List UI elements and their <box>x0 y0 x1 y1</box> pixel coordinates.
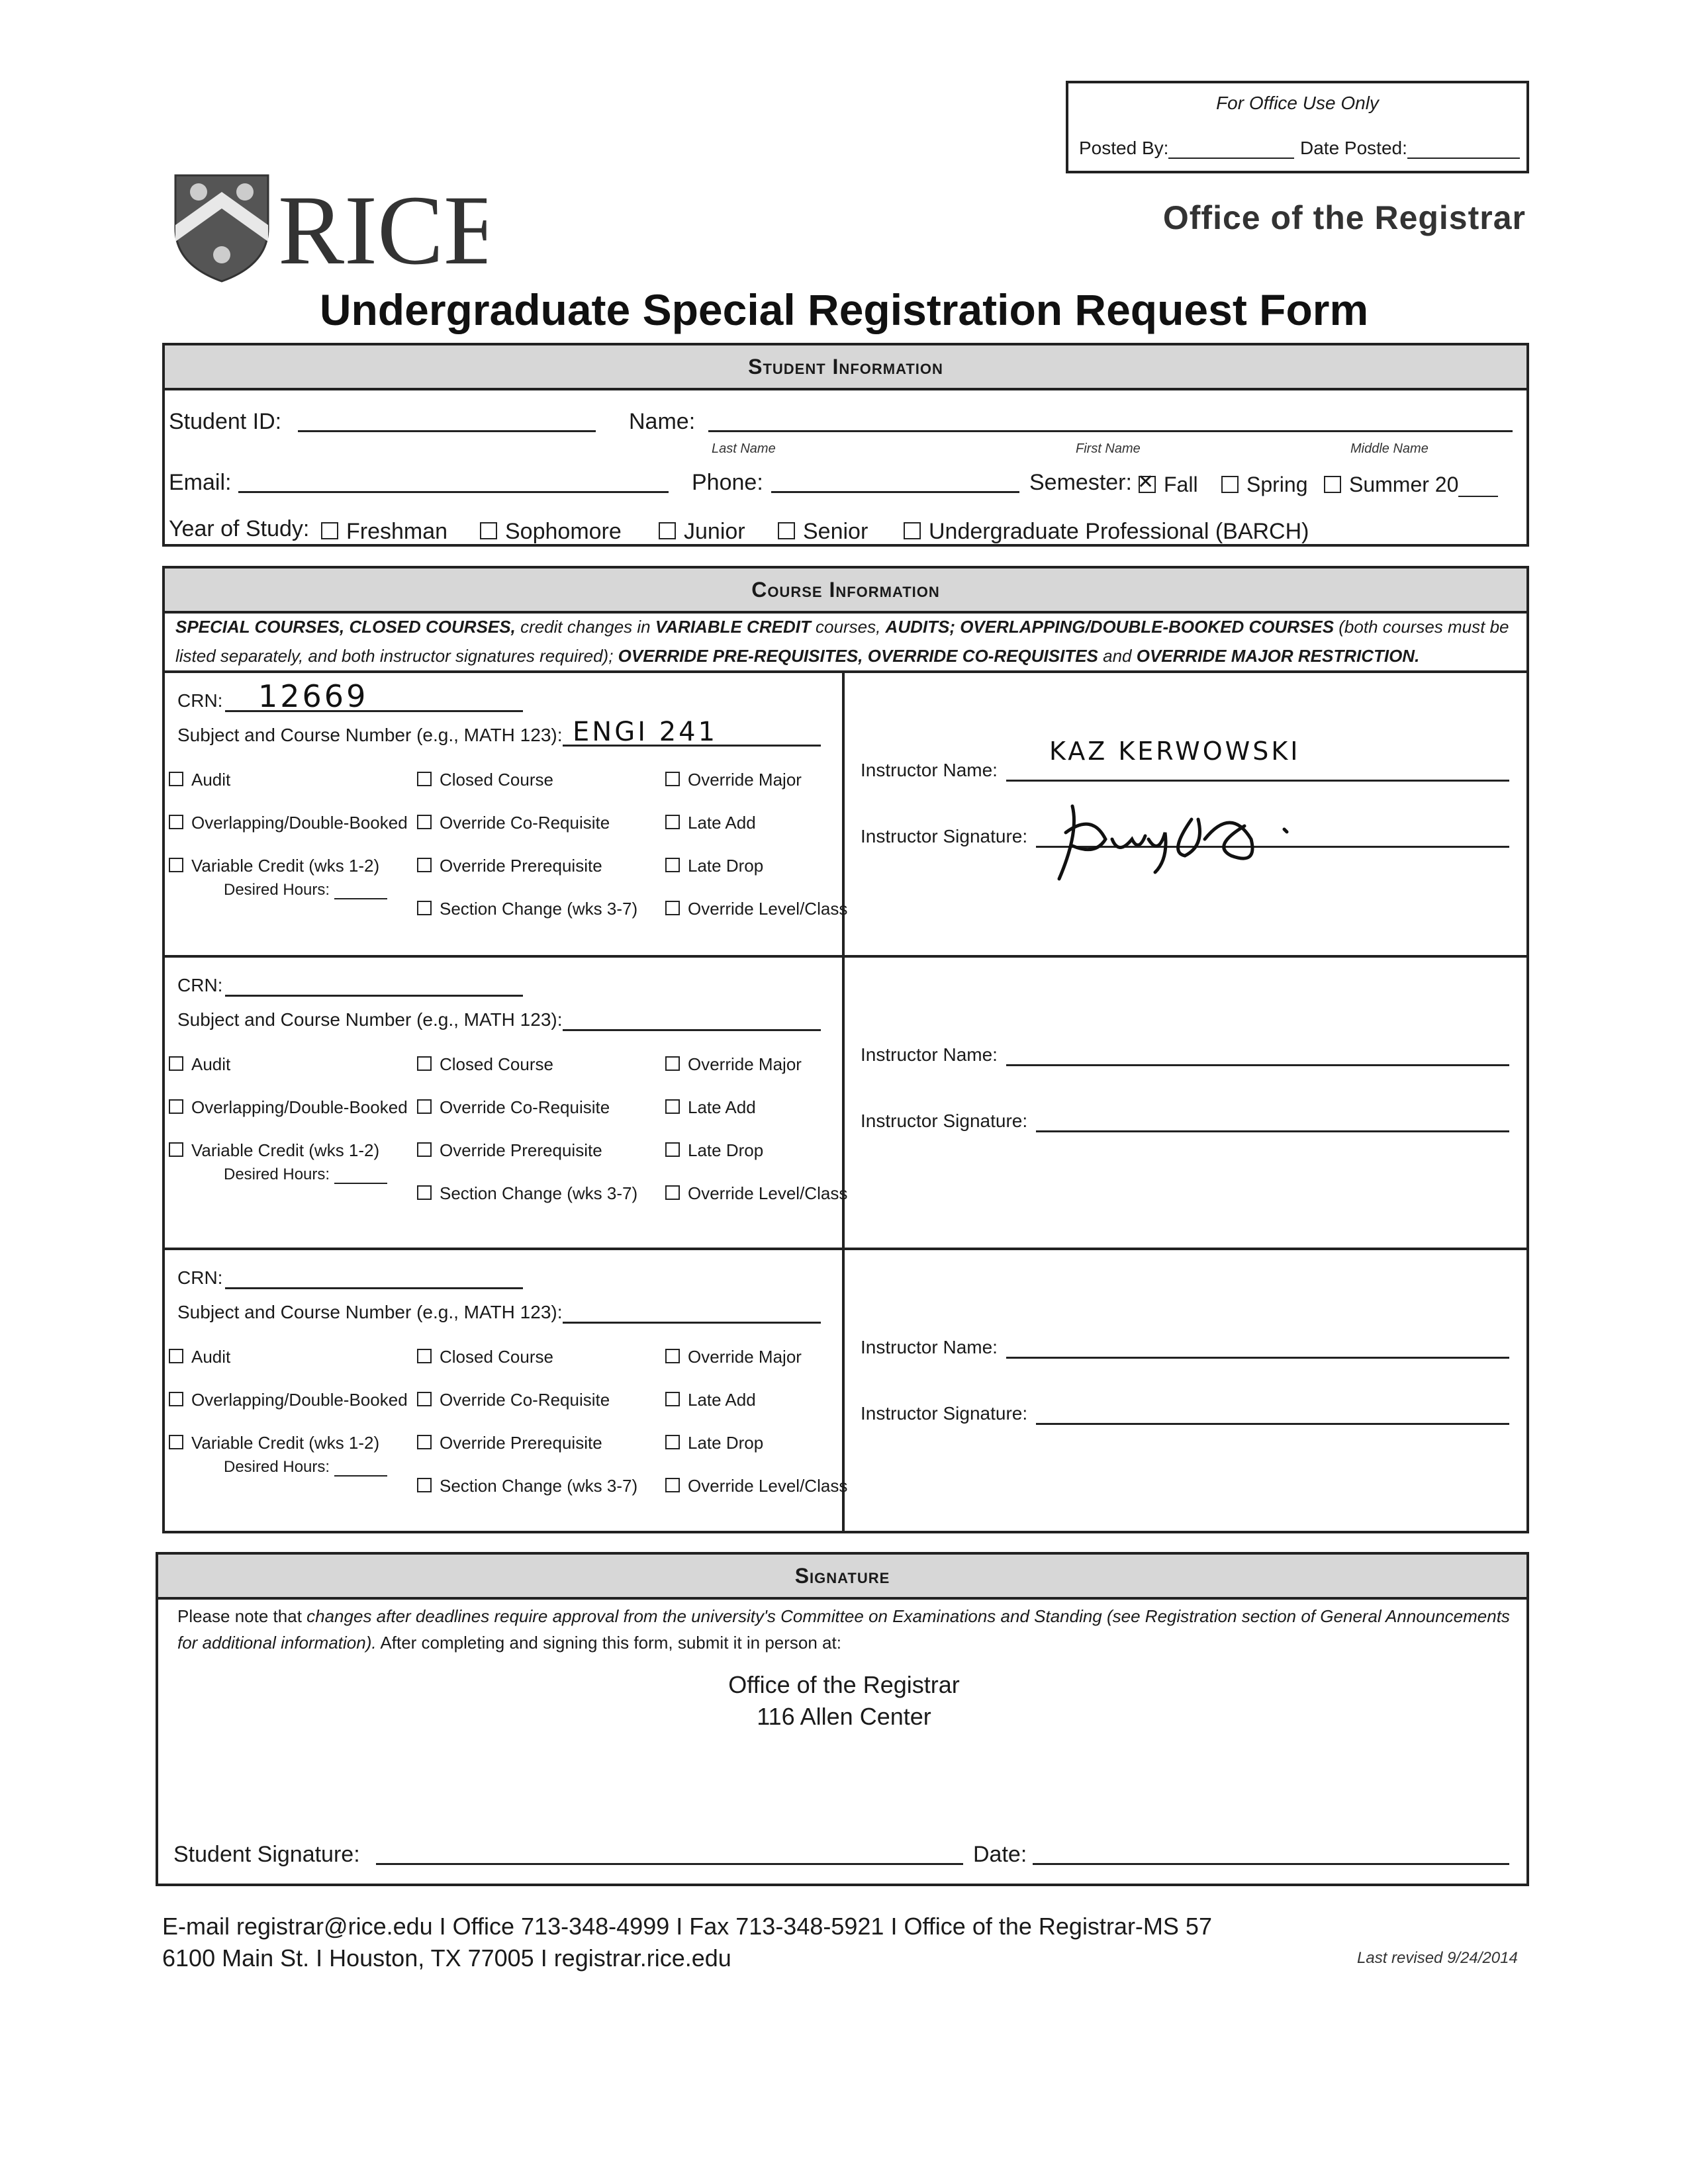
instructor-signature-input[interactable] <box>1036 1423 1509 1425</box>
course-info-heading: Course Information <box>165 569 1526 614</box>
instructor-signature-input[interactable] <box>1036 1130 1509 1132</box>
option-variable-credit-wks-1-2-[interactable]: Variable Credit (wks 1-2) <box>169 1140 379 1161</box>
option-override-prerequisite[interactable]: Override Prerequisite <box>417 1433 602 1453</box>
option-override-major[interactable]: Override Major <box>665 1347 802 1367</box>
option-checkbox[interactable] <box>417 1435 432 1449</box>
instructor-name-input[interactable] <box>1006 1357 1509 1359</box>
option-checkbox[interactable] <box>169 1349 183 1363</box>
crn-input[interactable] <box>225 995 523 997</box>
option-section-change-wks-3-7-[interactable]: Section Change (wks 3-7) <box>417 1476 637 1496</box>
junior-checkbox[interactable] <box>659 522 676 539</box>
option-checkbox[interactable] <box>417 1185 432 1200</box>
signature-note: Please note that changes after deadlines require approval from the university's Committee on Examinations and Standing (see Registration section of General Announcements for additional information). After completing and signing this form, submit it in person at: <box>177 1606 1510 1653</box>
office-name: Office of the Registrar <box>1162 199 1526 236</box>
option-checkbox[interactable] <box>417 1349 432 1363</box>
desired-hours-label: Desired Hours: <box>224 881 387 899</box>
instructor-name-label: Instructor Name: <box>861 1337 998 1357</box>
desired-hours-label: Desired Hours: <box>224 1165 387 1184</box>
option-checkbox[interactable] <box>665 858 680 872</box>
option-checkbox[interactable] <box>169 1142 183 1157</box>
divider <box>842 670 845 1533</box>
option-checkbox[interactable] <box>169 815 183 829</box>
option-override-prerequisite[interactable]: Override Prerequisite <box>417 856 602 876</box>
subject-input[interactable] <box>563 1029 821 1031</box>
logo-wordmark: RICE <box>278 175 487 285</box>
signature-heading: Signature <box>158 1555 1526 1600</box>
option-checkbox[interactable] <box>417 815 432 829</box>
option-checkbox[interactable] <box>665 1349 680 1363</box>
year-freshman[interactable]: Freshman <box>321 519 447 545</box>
year-senior[interactable]: Senior <box>778 519 868 545</box>
option-checkbox[interactable] <box>665 1185 680 1200</box>
option-closed-course[interactable]: Closed Course <box>417 1054 553 1075</box>
crn-label: CRN: <box>177 1267 223 1288</box>
name-input[interactable] <box>708 430 1513 432</box>
option-checkbox[interactable] <box>665 1099 680 1114</box>
option-overlapping-double-booked[interactable]: Overlapping/Double-Booked <box>169 1097 408 1118</box>
instructor-name-label: Instructor Name: <box>861 1044 998 1065</box>
option-override-major[interactable]: Override Major <box>665 1054 802 1075</box>
option-late-drop[interactable]: Late Drop <box>665 1433 763 1453</box>
option-overlapping-double-booked[interactable]: Overlapping/Double-Booked <box>169 813 408 833</box>
address-line-1: Office of the Registrar <box>728 1671 960 1698</box>
semester-label: Semester: <box>1029 470 1132 495</box>
phone-input[interactable] <box>771 491 1019 493</box>
crn-input[interactable] <box>225 1287 523 1289</box>
student-id-label: Student ID: <box>169 409 282 434</box>
option-checkbox[interactable] <box>169 1435 183 1449</box>
option-checkbox[interactable] <box>169 1099 183 1114</box>
instructor-name-value: KAZ KERWOWSKI <box>1049 737 1301 766</box>
year-junior[interactable]: Junior <box>659 519 745 545</box>
option-override-prerequisite[interactable]: Override Prerequisite <box>417 1140 602 1161</box>
address-line-2: 116 Allen Center <box>757 1703 931 1730</box>
student-signature-label: Student Signature: <box>173 1842 360 1867</box>
option-late-add[interactable]: Late Add <box>665 1097 756 1118</box>
option-checkbox[interactable] <box>665 1435 680 1449</box>
student-signature-input[interactable] <box>376 1863 963 1865</box>
email-input[interactable] <box>238 491 669 493</box>
desired-hours-label: Desired Hours: <box>224 1458 387 1477</box>
name-label: Name: <box>629 409 696 434</box>
semester-fall[interactable]: ✕ Fall <box>1139 473 1198 497</box>
option-override-level-class[interactable]: Override Level/Class <box>665 899 847 919</box>
year-of-study-label: Year of Study: <box>169 516 310 541</box>
crn-label: CRN: <box>177 975 223 995</box>
divider <box>162 1248 1529 1250</box>
option-checkbox[interactable] <box>417 1478 432 1492</box>
option-checkbox[interactable] <box>665 1056 680 1071</box>
instructor-name-label: Instructor Name: <box>861 760 998 780</box>
option-closed-course[interactable]: Closed Course <box>417 1347 553 1367</box>
option-checkbox[interactable] <box>417 858 432 872</box>
instructor-name-input[interactable] <box>1006 780 1509 782</box>
option-checkbox[interactable] <box>665 815 680 829</box>
instructor-signature-label: Instructor Signature: <box>861 826 1028 846</box>
option-late-drop[interactable]: Late Drop <box>665 1140 763 1161</box>
instructor-signature-scribble <box>1033 793 1350 892</box>
sophomore-checkbox[interactable] <box>480 522 497 539</box>
option-override-co-requisite[interactable]: Override Co-Requisite <box>417 1390 610 1410</box>
option-section-change-wks-3-7-[interactable]: Section Change (wks 3-7) <box>417 899 637 919</box>
subject-value: ENGI 241 <box>573 717 718 747</box>
option-audit[interactable]: Audit <box>169 1347 230 1367</box>
footer-line-2: 6100 Main St. I Houston, TX 77005 I registrar.rice.edu <box>162 1944 731 1972</box>
office-use-box <box>1066 81 1529 173</box>
student-info-heading: Student Information <box>165 345 1526 390</box>
option-variable-credit-wks-1-2-[interactable]: Variable Credit (wks 1-2) <box>169 856 379 876</box>
option-audit[interactable]: Audit <box>169 1054 230 1075</box>
option-checkbox[interactable] <box>665 901 680 915</box>
option-checkbox[interactable] <box>665 1142 680 1157</box>
posted-by-field: Posted By: <box>1079 138 1294 159</box>
option-audit[interactable]: Audit <box>169 770 230 790</box>
year-barch[interactable]: Undergraduate Professional (BARCH) <box>904 519 1309 545</box>
rice-logo <box>169 165 487 285</box>
senior-checkbox[interactable] <box>778 522 795 539</box>
instructor-signature-label: Instructor Signature: <box>861 1403 1028 1424</box>
course-info-note: SPECIAL COURSES, CLOSED COURSES, credit changes in VARIABLE CREDIT courses, AUDITS; OVERLAPPING/DOUBLE-BOOKED COURSES (both courses must be listed separately, and both instructor signatures required); OVERRIDE PRE-REQUISITES, OVERRIDE CO-REQUISITES and OVERRIDE MAJOR RESTRICTION. <box>175 617 1509 666</box>
date-input[interactable] <box>1033 1863 1509 1865</box>
option-late-drop[interactable]: Late Drop <box>665 856 763 876</box>
option-checkbox[interactable] <box>665 772 680 786</box>
crn-label: CRN: <box>177 690 223 711</box>
option-checkbox[interactable] <box>169 858 183 872</box>
option-section-change-wks-3-7-[interactable]: Section Change (wks 3-7) <box>417 1183 637 1204</box>
option-late-add[interactable]: Late Add <box>665 1390 756 1410</box>
date-label: Date: <box>973 1842 1027 1867</box>
middle-name-caption: Middle Name <box>1350 441 1429 456</box>
footer-line-1: E-mail registrar@rice.edu I Office 713-348-4999 I Fax 713-348-5921 I Office of the Registrar-MS 57 <box>162 1913 1212 1940</box>
barch-checkbox[interactable] <box>904 522 921 539</box>
option-checkbox[interactable] <box>169 1056 183 1071</box>
date-posted-field: Date Posted: <box>1300 138 1520 159</box>
option-checkbox[interactable] <box>417 1099 432 1114</box>
option-checkbox[interactable] <box>169 1392 183 1406</box>
option-override-co-requisite[interactable]: Override Co-Requisite <box>417 1097 610 1118</box>
option-override-level-class[interactable]: Override Level/Class <box>665 1183 847 1204</box>
student-id-input[interactable] <box>298 430 596 432</box>
form-title: Undergraduate Special Registration Request Form <box>319 285 1369 334</box>
option-variable-credit-wks-1-2-[interactable]: Variable Credit (wks 1-2) <box>169 1433 379 1453</box>
option-checkbox[interactable] <box>417 772 432 786</box>
first-name-caption: First Name <box>1076 441 1141 456</box>
semester-spring[interactable]: Spring <box>1221 473 1308 497</box>
option-closed-course[interactable]: Closed Course <box>417 770 553 790</box>
email-label: Email: <box>169 470 232 495</box>
option-override-major[interactable]: Override Major <box>665 770 802 790</box>
student-info-section <box>162 343 1529 547</box>
phone-label: Phone: <box>692 470 763 495</box>
divider <box>162 955 1529 958</box>
option-checkbox[interactable] <box>417 1392 432 1406</box>
rice-shield-icon <box>169 165 487 285</box>
spring-checkbox[interactable] <box>1221 476 1239 493</box>
option-override-co-requisite[interactable]: Override Co-Requisite <box>417 813 610 833</box>
option-late-add[interactable]: Late Add <box>665 813 756 833</box>
instructor-name-input[interactable] <box>1006 1064 1509 1066</box>
subject-label: Subject and Course Number (e.g., MATH 123): <box>177 725 563 745</box>
subject-label: Subject and Course Number (e.g., MATH 123): <box>177 1302 563 1322</box>
divider <box>162 670 1529 673</box>
last-revised: Last revised 9/24/2014 <box>1357 1949 1518 1967</box>
freshman-checkbox[interactable] <box>321 522 338 539</box>
crn-value: 12669 <box>258 678 369 714</box>
option-checkbox[interactable] <box>169 772 183 786</box>
summer-checkbox[interactable] <box>1324 476 1341 493</box>
subject-label: Subject and Course Number (e.g., MATH 123): <box>177 1009 563 1030</box>
option-checkbox[interactable] <box>417 901 432 915</box>
option-overlapping-double-booked[interactable]: Overlapping/Double-Booked <box>169 1390 408 1410</box>
fall-checkbox[interactable] <box>1139 476 1156 493</box>
semester-summer[interactable]: Summer 20 <box>1324 473 1498 497</box>
instructor-signature-label: Instructor Signature: <box>861 1111 1028 1131</box>
year-sophomore[interactable]: Sophomore <box>480 519 622 545</box>
option-override-level-class[interactable]: Override Level/Class <box>665 1476 847 1496</box>
option-checkbox[interactable] <box>417 1142 432 1157</box>
subject-input[interactable] <box>563 1322 821 1324</box>
last-name-caption: Last Name <box>712 441 776 456</box>
option-checkbox[interactable] <box>417 1056 432 1071</box>
option-checkbox[interactable] <box>665 1392 680 1406</box>
office-use-title: For Office Use Only <box>1216 93 1379 113</box>
option-checkbox[interactable] <box>665 1478 680 1492</box>
